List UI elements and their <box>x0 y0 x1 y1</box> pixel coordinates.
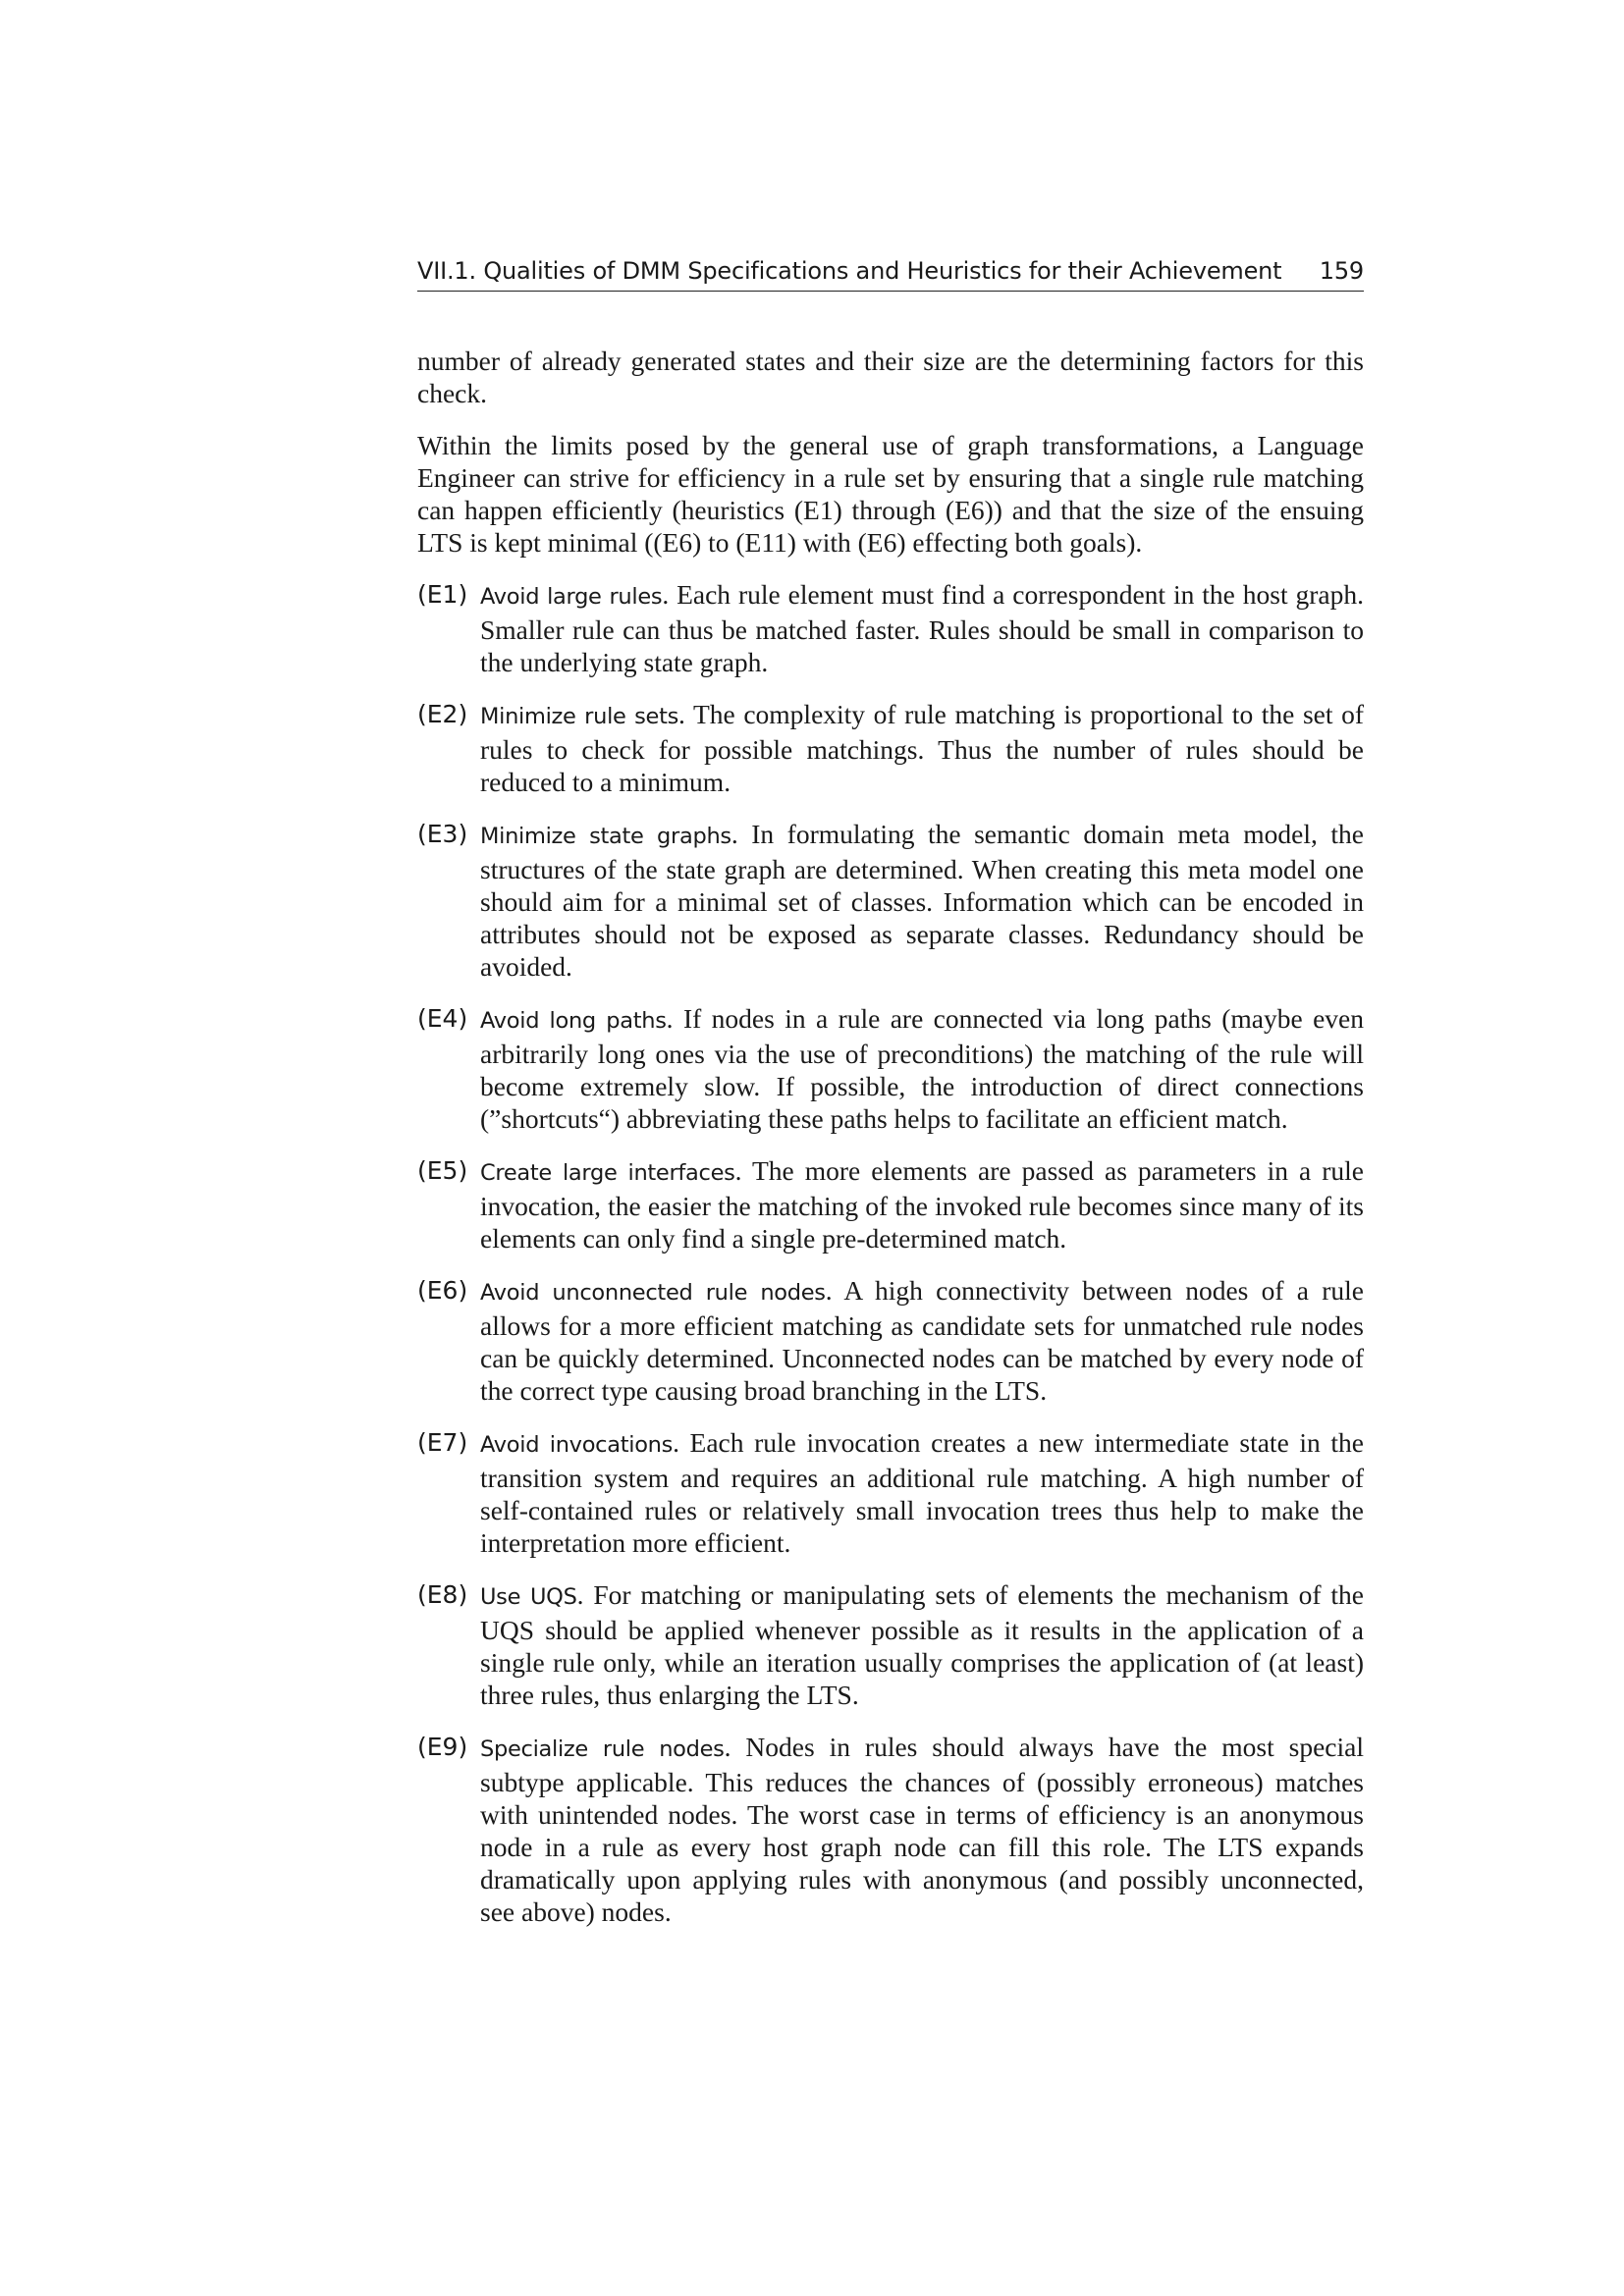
heuristic-body: Minimize rule sets. The complexity of rule matching is proportional to the set of rules to check for possible matchings. Thus the number of rules should be reduced to a minimum. <box>480 699 1364 797</box>
heuristic-label: (E7) <box>417 1428 468 1457</box>
heuristic-label: (E3) <box>417 820 468 848</box>
body-text <box>417 345 1364 1928</box>
heuristic-e8 <box>417 1578 1364 1711</box>
heuristic-title: Avoid invocations <box>480 1432 674 1458</box>
heuristic-e3 <box>417 818 1364 983</box>
paragraph: Within the limits posed by the general use of graph transformations, a Language Engineer can strive for efficiency in a rule set by ensuring that a single rule matching can happen efficiently (heuristics (E1) through (E6)) and that the size of the ensuing LTS is kept minimal ((E6) to (E11) with (E6) effecting both goals). <box>417 430 1364 558</box>
heuristic-body: Use UQS. For matching or manipulating sets of elements the mechanism of the UQS should be applied whenever possible as it results in the application of a single rule only, while an iteration usually comprises the application of (at least) three rules, thus enlarging the LTS. <box>480 1579 1365 1710</box>
heuristic-label: (E2) <box>417 700 468 728</box>
heuristic-description: Each rule invocation creates a new intermediate state in the transition system and requires an additional rule matching. A high number of self-contained rules or relatively small invocation trees thus help to make the interpretation more efficient. <box>480 1427 1364 1558</box>
heuristic-description: If nodes in a rule are connected via long paths (maybe even arbitrarily long ones via the use of preconditions) the matching of the rule will become extremely slow. If possible, the introduction of direct connections (”shortcuts“) abbreviating these paths helps to facilitate an efficient match. <box>480 1003 1364 1134</box>
heuristic-title: Avoid unconnected rule nodes <box>480 1280 826 1306</box>
heuristic-body: Create large interfaces. The more elements are passed as parameters in a rule invocation, the easier the matching of the invoked rule becomes since many of its elements can only find a single pre-determined match. <box>480 1155 1364 1254</box>
page-number: 159 <box>1319 257 1364 285</box>
heuristic-description: The complexity of rule matching is proportional to the set of rules to check for possible matchings. Thus the number of rules should be reduced to a minimum. <box>480 699 1364 797</box>
heuristic-label: (E6) <box>417 1276 468 1305</box>
heuristic-label: (E5) <box>417 1156 468 1185</box>
page <box>417 257 1364 1948</box>
heuristic-body: Avoid long paths. If nodes in a rule are connected via long paths (maybe even arbitrarily long ones via the use of preconditions) the matching of the rule will become extremely slow. If possible, the introduction of direct connections (”shortcuts“) abbreviating these paths helps to facilitate an efficient match. <box>480 1003 1364 1134</box>
heuristic-body: Avoid invocations. Each rule invocation creates a new intermediate state in the transition system and requires an additional rule matching. A high number of self-contained rules or relatively small invocation trees thus help to make the interpretation more efficient. <box>480 1427 1364 1558</box>
heuristic-description: The more elements are passed as parameters in a rule invocation, the easier the matching of the invoked rule becomes since many of its elements can only find a single pre-determined match. <box>480 1155 1364 1254</box>
heuristic-label: (E9) <box>417 1733 468 1761</box>
heuristic-body: Specialize rule nodes. Nodes in rules should always have the most special subtype applicable. This reduces the chances of (possibly erroneous) matches with unintended nodes. The worst case in terms of efficiency is an anonymous node in a rule as every host graph node can fill this role. The LTS expands dramatically upon applying rules with anonymous (and possibly unconnected, see above) nodes. <box>480 1732 1364 1927</box>
heuristic-body: Avoid large rules. Each rule element must find a correspondent in the host graph. Smaller rule can thus be matched faster. Rules should be small in comparison to the underlying state graph. <box>480 579 1364 677</box>
paragraph: number of already generated states and their size are the determining factors for this check. <box>417 346 1364 408</box>
header-section-title: VII.1. Qualities of DMM Specifications and Heuristics for their Achievement <box>417 257 1282 285</box>
heuristic-description: Nodes in rules should always have the most special subtype applicable. This reduces the chances of (possibly erroneous) matches with unintended nodes. The worst case in terms of efficiency is an anonymous node in a rule as every host graph node can fill this role. The LTS expands dramatically upon applying rules with anonymous (and possibly unconnected, see above) nodes. <box>480 1732 1364 1927</box>
heuristics-list <box>417 578 1364 1928</box>
heuristic-e4 <box>417 1002 1364 1135</box>
heuristic-label: (E4) <box>417 1004 468 1033</box>
heuristic-description: Each rule element must find a correspondent in the host graph. Smaller rule can thus be matched faster. Rules should be small in comparison to the underlying state graph. <box>480 579 1364 677</box>
heuristic-label: (E8) <box>417 1580 468 1609</box>
heuristic-description: A high connectivity between nodes of a rule allows for a more efficient matching as candidate sets for unmatched rule nodes can be quickly determined. Unconnected nodes can be matched by every node of the correct type causing broad branching in the LTS. <box>480 1275 1365 1406</box>
heuristic-label: (E1) <box>417 580 468 609</box>
heuristic-e1 <box>417 578 1364 678</box>
heuristic-title: Create large interfaces <box>480 1160 735 1186</box>
heuristic-body: Avoid unconnected rule nodes. A high connectivity between nodes of a rule allows for a more efficient matching as candidate sets for unmatched rule nodes can be quickly determined. Unconnected nodes can be matched by every node of the correct type causing broad branching in the LTS. <box>480 1275 1365 1406</box>
running-header <box>417 257 1364 292</box>
heuristic-e2 <box>417 698 1364 798</box>
heuristic-e5 <box>417 1154 1364 1255</box>
heuristic-body: Minimize state graphs. In formulating the semantic domain meta model, the structures of the state graph are determined. When creating this meta model one should aim for a minimal set of classes. Information which can be encoded in attributes should not be exposed as separate classes. Redundancy should be avoided. <box>480 819 1365 982</box>
heuristic-title: Minimize rule sets <box>480 704 679 729</box>
heuristic-title: Avoid long paths <box>480 1008 667 1034</box>
heuristic-title: Use UQS <box>480 1584 577 1610</box>
heuristic-e9 <box>417 1731 1364 1928</box>
heuristic-title: Minimize state graphs <box>480 824 731 849</box>
heuristic-title: Specialize rule nodes <box>480 1736 725 1762</box>
heuristic-description: For matching or manipulating sets of elements the mechanism of the UQS should be applied whenever possible as it results in the application of a single rule only, while an iteration usually comprises the application of (at least) three rules, thus enlarging the LTS. <box>480 1579 1365 1710</box>
heuristic-description: In formulating the semantic domain meta model, the structures of the state graph are determined. When creating this meta model one should aim for a minimal set of classes. Information which can be encoded in attributes should not be exposed as separate classes. Redundancy should be avoided. <box>480 819 1365 982</box>
heuristic-title: Avoid large rules <box>480 584 663 610</box>
heuristic-e7 <box>417 1426 1364 1559</box>
heuristic-e6 <box>417 1274 1364 1407</box>
